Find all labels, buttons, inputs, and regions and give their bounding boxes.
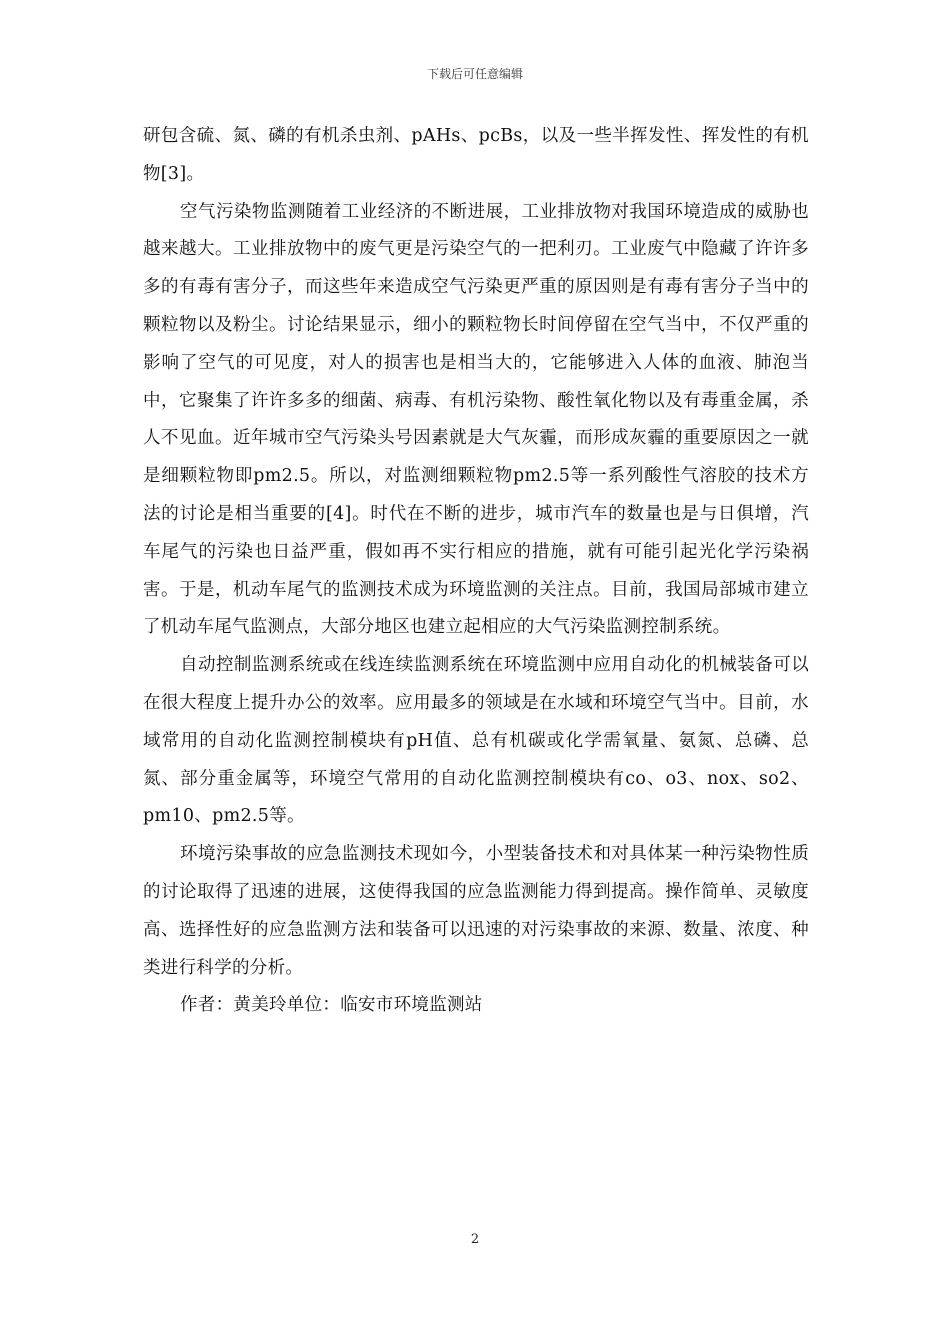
paragraph-air-pollution: 空气污染物监测随着工业经济的不断进展，工业排放物对我国环境造成的威胁也越来越大。工业排放物中的废气更是污染空气的一把利刃。工业废气中隐藏了许许多多的有毒有害分子，而这些年来造成空气污染更严重的原因则是有毒有害分子当中的颗粒物以及粉尘。讨论结果显示，细小的颗粒物长时间停留在空气当中，不仅严重的影响了空气的可见度，对人的损害也是相当大的，它能够进入人体的血液、肺泡当中，它聚集了许许多多的细菌、病毒、有机污染物、酸性氧化物以及有毒重金属，杀人不见血。近年城市空气污染头号因素就是大气灰霾，而形成灰霾的重要原因之一就是细颗粒物即pm2.5。所以，对监测细颗粒物pm2.5等一系列酸性气溶胶的技术方法的讨论是相当重要的[4]。时代在不断的进步，城市汽车的数量也是与日俱增，汽车尾气的污染也日益严重，假如再不实行相应的措施，就有可能引起光化学污染祸害。于是，机动车尾气的监测技术成为环境监测的关注点。目前，我国局部城市建立了机动车尾气监测点，大部分地区也建立起相应的大气污染监测控制系统。: [143, 201, 809, 638]
page-number: 2: [470, 1232, 480, 1247]
page-header: 下载后可任意编辑: [426, 67, 523, 81]
paragraph-continued: 研包含硫、氮、磷的有机杀虫剂、pAHs、pcBs，以及一些半挥发性、挥发性的有机物[3]。: [143, 126, 809, 184]
paragraph-auto-monitoring: 自动控制监测系统或在线连续监测系统在环境监测中应用自动化的机械装备可以在很大程度上提升办公的效率。应用最多的领域是在水域和环境空气当中。目前，水域常用的自动化监测控制模块有pH值、总有机碳或化学需氧量、氨氮、总磷、总氮、部分重金属等，环境空气常用的自动化监测控制模块有co、o3、nox、so2、pm10、pm2.5等。: [143, 655, 809, 827]
paragraph-emergency-monitoring: 环境污染事故的应急监测技术现如今，小型装备技术和对具体某一种污染物性质的讨论取得了迅速的进展，这使得我国的应急监测能力得到提高。操作简单、灵敏度高、选择性好的应急监测方法和装备可以迅速的对污染事故的来源、数量、浓度、种类进行科学的分析。: [143, 844, 809, 978]
author-line: 作者：黄美玲单位：临安市环境监测站: [180, 995, 483, 1016]
document-body: [143, 118, 809, 1025]
